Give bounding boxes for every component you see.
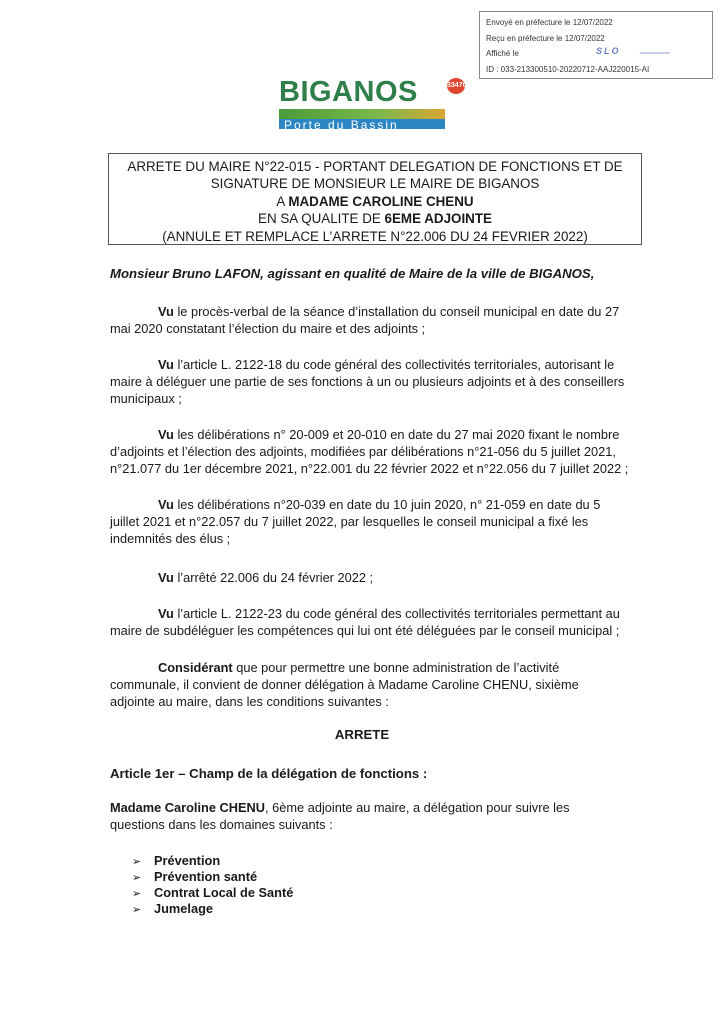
title-line-3-name: MADAME CAROLINE CHENU [288, 193, 474, 209]
vu6-line2: maire de subdéléguer les compétences qui lui ont été déléguées par le conseil municipal ; [110, 623, 620, 638]
article-1-heading: Article 1er – Champ de la délégation de fonctions : [110, 766, 428, 781]
title-line-5: (ANNULE ET REMPLACE L’ARRETE N°22.006 DU 24 FEVRIER 2022) [162, 228, 588, 244]
vu-paragraph-4 [110, 496, 640, 547]
vu4-line3: indemnités des élus ; [110, 531, 231, 546]
considerant-paragraph [110, 659, 640, 710]
domain-label: Prévention [154, 853, 221, 868]
vu-lead: Vu [158, 497, 174, 512]
vu3-line1: les délibérations n° 20-009 et 20-010 en date du 27 mai 2020 fixant le nombre [173, 427, 620, 442]
prefecture-stamp [479, 11, 713, 79]
delegation-lead: Madame Caroline CHENU [110, 800, 266, 815]
vu-lead: Vu [158, 606, 174, 621]
intro-mayor: Monsieur Bruno LAFON, agissant en qualité de Maire de la ville de BIGANOS, [110, 266, 595, 281]
logo-band [279, 109, 445, 129]
vu3-line3: n°21.077 du 1er décembre 2021, n°22.001 du 22 février 2022 et n°22.056 du 7 juillet 2022 ; [110, 461, 629, 476]
stamp-id: ID : 033-213300510-20220712-AAJ220015-AI [486, 65, 650, 74]
considerant-line1: que pour permettre une bonne administration de l’activité [232, 660, 560, 675]
logo-badge: 33470 [447, 78, 465, 94]
vu-paragraph-6 [110, 605, 640, 639]
vu-lead: Vu [158, 357, 174, 372]
considerant-lead: Considérant [158, 660, 233, 675]
title-line-2: SIGNATURE DE MONSIEUR LE MAIRE DE BIGANOS [210, 176, 540, 192]
domains-list [132, 853, 293, 917]
domain-label: Jumelage [154, 901, 214, 916]
title-line-4 [109, 210, 641, 227]
arrow-bullet-icon: ➢ [132, 856, 142, 868]
slo-logo-swoosh [639, 52, 670, 54]
vu-lead: Vu [158, 427, 174, 442]
vu2-line2: maire à déléguer une partie de ses fonctions à un ou plusieurs adjoints et à des conseillers [110, 374, 625, 389]
list-item [132, 869, 293, 885]
domain-label: Contrat Local de Santé [154, 885, 294, 900]
vu-paragraph-3 [110, 426, 640, 477]
title-line-3 [109, 193, 641, 210]
stamp-received: Reçu en préfecture le 12/07/2022 [486, 34, 605, 43]
arrow-bullet-icon: ➢ [132, 872, 142, 884]
biganos-logo [279, 78, 465, 130]
considerant-line2: communale, il convient de donner délégation à Madame Caroline CHENU, sixième [110, 677, 579, 692]
domain-label: Prévention santé [154, 869, 258, 884]
stamp-posted: Affiché le [486, 49, 519, 58]
logo-name: BIGANOS [279, 76, 418, 108]
vu4-line2: juillet 2021 et n°22.057 du 7 juillet 2022, par lesquelles le conseil municipal a fixé les [110, 514, 589, 529]
vu-lead: Vu [158, 304, 174, 319]
vu4-line1: les délibérations n°20-039 en date du 10 juin 2020, n° 21-059 en date du 5 [173, 497, 601, 512]
list-item [132, 901, 293, 917]
title-line-4-prefix: EN SA QUALITE DE [258, 211, 385, 227]
vu2-line3: municipaux ; [110, 391, 182, 406]
stamp-sent: Envoyé en préfecture le 12/07/2022 [486, 18, 613, 27]
vu-paragraph-1 [110, 303, 640, 337]
vu-paragraph-5 [110, 569, 640, 586]
list-item [132, 885, 293, 901]
vu6-line1: l’article L. 2122-23 du code général des collectivités territoriales permettant au [173, 606, 620, 621]
vu2-line1: l’article L. 2122-18 du code général des collectivités territoriales, autorisant le [173, 357, 615, 372]
title-line-4-role: 6EME ADJOINTE [384, 211, 492, 227]
arrete-heading: ARRETE [334, 727, 390, 742]
vu1-line1: le procès-verbal de la séance d’installation du conseil municipal en date du 27 [173, 304, 620, 319]
list-item [132, 853, 293, 869]
vu5-line1: l’arrêté 22.006 du 24 février 2022 ; [173, 570, 374, 585]
title-line-3-prefix: A [276, 193, 289, 209]
decree-title-box [108, 153, 642, 245]
vu1-line2: mai 2020 constatant l’élection du maire et des adjoints ; [110, 321, 426, 336]
logo-tagline: Porte du Bassin [284, 118, 399, 129]
delegation-line2: questions dans les domaines suivants : [110, 817, 333, 832]
vu3-line2: d’adjoints et l’élection des adjoints, modifiées par délibérations n°21-056 du 5 juillet 2021, [110, 444, 616, 459]
arrow-bullet-icon: ➢ [132, 888, 142, 900]
slo-logo: SLO [596, 46, 621, 56]
arrow-bullet-icon: ➢ [132, 904, 142, 916]
delegation-line1: , 6ème adjointe au maire, a délégation pour suivre les [265, 800, 570, 815]
delegation-paragraph [110, 799, 640, 833]
vu-lead: Vu [158, 570, 174, 585]
title-line-1: ARRETE DU MAIRE N°22-015 - PORTANT DELEGATION DE FONCTIONS ET DE [127, 159, 623, 174]
vu-paragraph-2 [110, 356, 640, 407]
considerant-line3: adjointe au maire, dans les conditions suivantes : [110, 694, 389, 709]
